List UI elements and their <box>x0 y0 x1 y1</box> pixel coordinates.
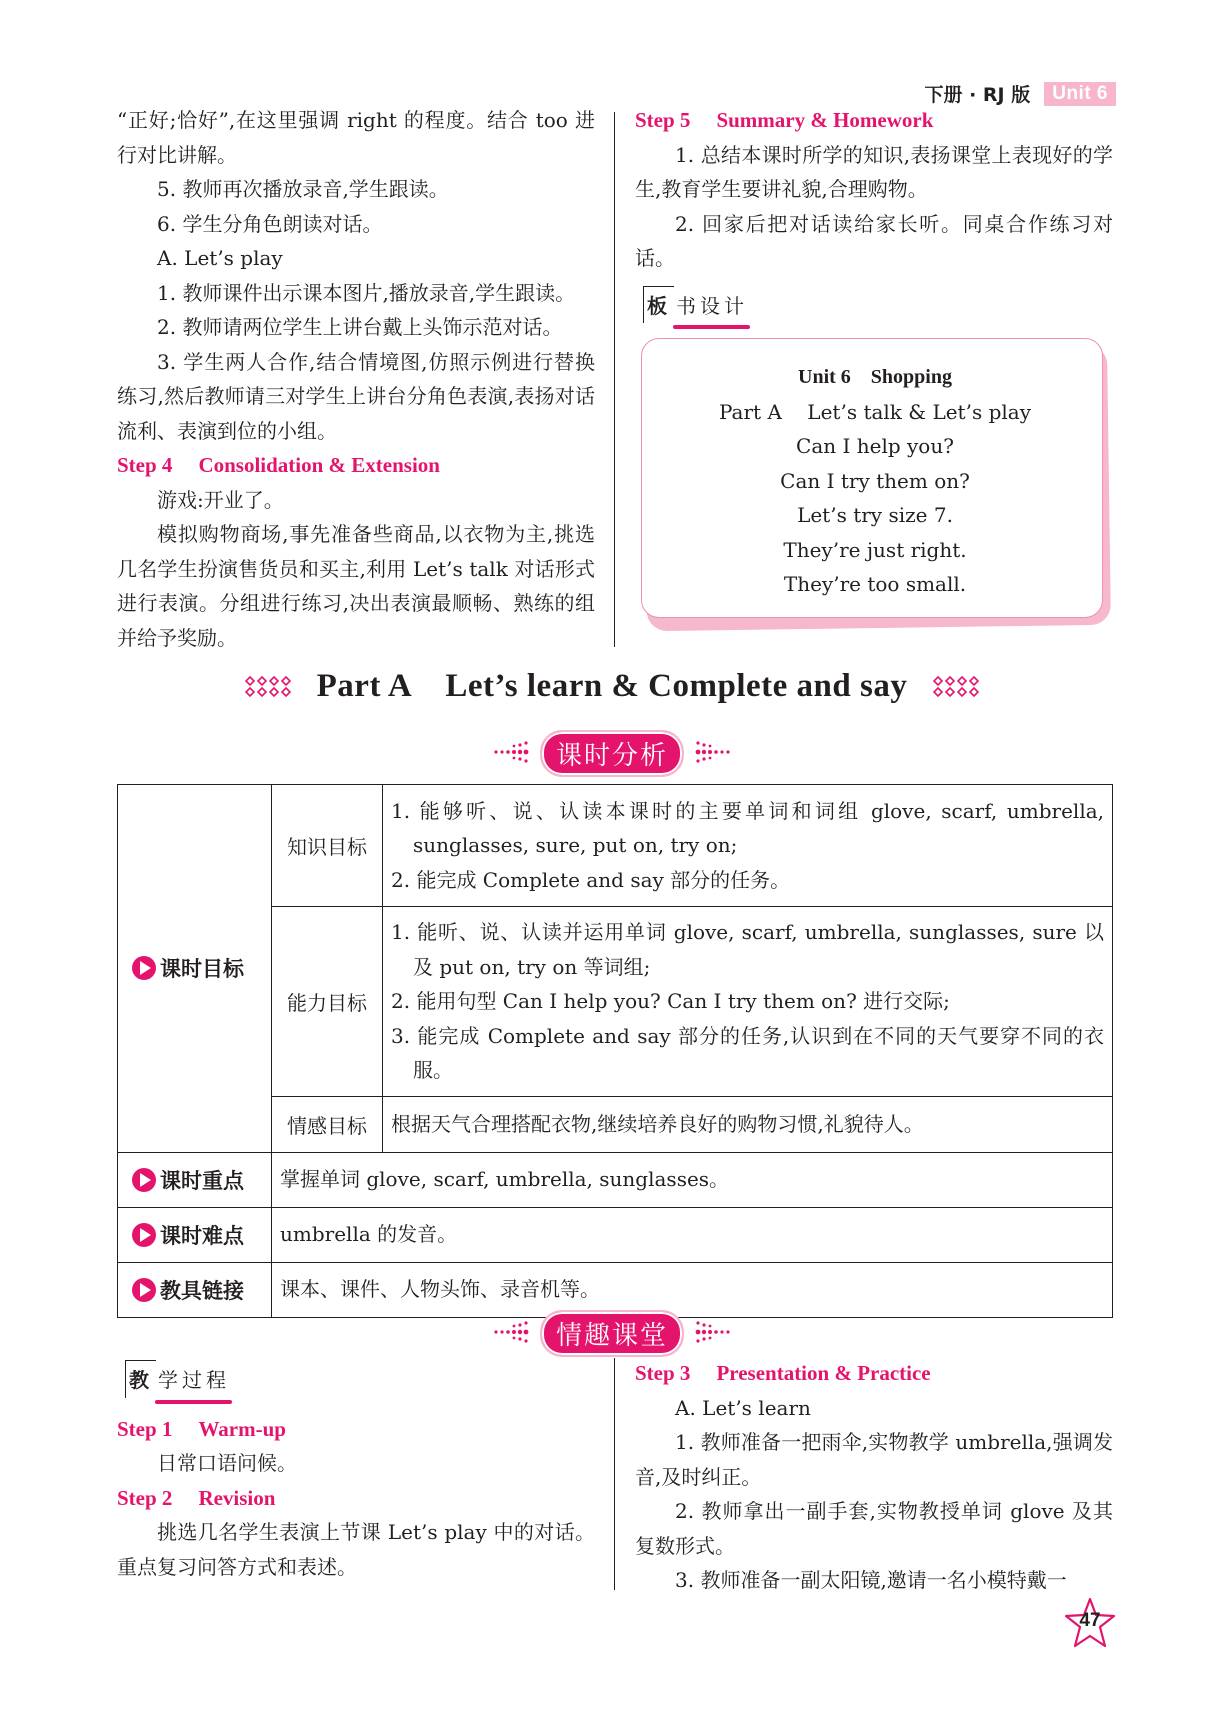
lesson-analysis-banner <box>0 730 1224 777</box>
objective-item: 1. 能听、说、认读并运用单词 glove, scarf, umbrella, sunglasses, sure 以及 put on, try on 等词组; <box>391 920 1104 979</box>
objective-item: 2. 能完成 Complete and say 部分的任务。 <box>391 867 791 892</box>
paragraph: 5. 教师再次播放录音,学生跟读。 <box>157 177 449 201</box>
bottom-right-column <box>635 1356 1113 1598</box>
edition-label: 下册 · RJ 版 <box>924 84 1031 106</box>
knowledge-content <box>383 785 1113 907</box>
paragraph: A. Let’s learn <box>675 1395 811 1420</box>
fun-classroom-pill: 情趣课堂 <box>540 1310 684 1357</box>
diamond-ornament-icon <box>933 670 979 707</box>
step-number: Step 2 <box>117 1485 173 1510</box>
paragraph: 1. 总结本课时所学的知识,表扬课堂上表现好的学生,教育学生要讲礼貌,合理购物。 <box>635 142 1113 201</box>
tag-rest: 书设计 <box>676 293 748 318</box>
paragraph: 游戏:开业了。 <box>157 487 284 512</box>
dot-burst-icon <box>492 1317 530 1351</box>
column-divider <box>614 112 615 647</box>
dot-burst-icon <box>694 1317 732 1351</box>
paragraph: 3. 教师准备一副太阳镜,邀请一名小模特戴一 <box>675 1568 1067 1592</box>
ability-content <box>383 907 1113 1097</box>
page-number-badge <box>1062 1596 1118 1652</box>
step-title: Presentation & Practice <box>716 1361 931 1385</box>
column-divider <box>614 1358 615 1590</box>
unit-tag: Unit 6 <box>1044 82 1116 106</box>
step-title: Consolidation & Extension <box>198 453 440 477</box>
board-line: Let’s try size 7. <box>797 503 953 527</box>
paragraph: 3. 学生两人合作,结合情境图,仿照示例进行替换练习,然后教师请三对学生上讲台分角色表演,表扬对话流利、表演到位的小组。 <box>117 349 595 443</box>
step-number: Step 3 <box>635 1361 691 1385</box>
paragraph: 2. 教师请两位学生上讲台戴上头饰示范对话。 <box>157 315 563 339</box>
board-line: Part A Let’s talk & Let’s play <box>719 399 1031 424</box>
lesson-objectives-table <box>117 784 1113 1318</box>
teaching-process-tag <box>125 1360 232 1398</box>
paragraph: A. Let’s play <box>157 246 283 270</box>
fun-classroom-banner <box>0 1310 1224 1357</box>
page-number: 47 <box>1079 1610 1101 1631</box>
dot-burst-icon <box>694 737 732 771</box>
board-title: Unit 6 Shopping <box>798 366 952 388</box>
step-number: Step 4 <box>117 453 173 477</box>
step-2-heading <box>117 1481 595 1516</box>
play-arrow-icon <box>132 956 156 980</box>
step-title: Revision <box>198 1485 276 1510</box>
top-right-column <box>635 103 1113 323</box>
key-point-category: 课时重点 <box>118 1152 272 1207</box>
paragraph: 1. 教师准备一把雨伞,实物教学 umbrella,强调发音,及时纠正。 <box>635 1430 1113 1489</box>
objective-item: 1. 能够听、说、认读本课时的主要单词和词组 glove, scarf, umbrella, sunglasses, sure, put on, try on; <box>391 798 1104 858</box>
play-arrow-icon <box>132 1168 156 1192</box>
diamond-ornament-icon <box>245 670 291 707</box>
paragraph: 2. 教师拿出一副手套,实物教授单词 glove 及其复数形式。 <box>635 1499 1113 1558</box>
step-4-heading <box>117 448 595 483</box>
blackboard-design-box <box>641 338 1109 628</box>
paragraph: 6. 学生分角色朗读对话。 <box>157 211 383 236</box>
emotion-label: 情感目标 <box>272 1096 383 1152</box>
board-line: They’re too small. <box>783 572 967 596</box>
knowledge-label: 知识目标 <box>272 785 383 907</box>
paragraph: 模拟购物商场,事先准备些商品,以衣物为主,挑选几名学生扮演售货员和买主,利用 Let’s talk 对话形式进行表演。分组进行练习,决出表演最顺畅、熟练的组并给予奖励。 <box>117 522 595 650</box>
paragraph: 挑选几名学生表演上节课 Let’s play 中的对话。重点复习问答方式和表述。 <box>117 1520 595 1579</box>
top-left-column <box>117 103 595 655</box>
tag-rest: 学过程 <box>158 1368 230 1392</box>
bottom-left-column <box>117 1360 595 1584</box>
part-heading <box>0 668 1224 707</box>
board-line: Can I try them on? <box>780 468 970 493</box>
part-heading-text: Part A Let’s learn & Complete and say <box>316 668 908 704</box>
objective-item: 3. 能完成 Complete and say 部分的任务,认识到在不同的天气要穿不同的衣服。 <box>391 1023 1104 1082</box>
lesson-analysis-pill: 课时分析 <box>540 730 684 777</box>
play-arrow-icon <box>132 1223 156 1247</box>
play-arrow-icon <box>132 1278 156 1302</box>
step-number: Step 1 <box>117 1416 173 1441</box>
dot-burst-icon <box>492 737 530 771</box>
board-line: They’re just right. <box>783 537 967 562</box>
step-5-heading <box>635 103 1113 138</box>
step-title: Warm-up <box>198 1416 286 1441</box>
step-number: Step 5 <box>635 108 691 132</box>
step-3-heading <box>635 1356 1113 1391</box>
board-line: Can I help you? <box>796 434 954 458</box>
ability-label: 能力目标 <box>272 907 383 1097</box>
difficult-point-content: umbrella 的发音。 <box>272 1207 1113 1262</box>
tag-first-char: 教 <box>125 1360 156 1398</box>
step-1-heading <box>117 1412 595 1447</box>
board-design-tag <box>643 286 750 324</box>
tag-first-char: 板 <box>643 286 674 324</box>
paragraph: 日常口语问候。 <box>157 1451 297 1475</box>
goal-category: 课时目标 <box>118 785 272 1153</box>
teaching-tools-content: 课本、课件、人物头饰、录音机等。 <box>272 1262 1113 1317</box>
difficult-point-category: 课时难点 <box>118 1207 272 1262</box>
emotion-content: 根据天气合理搭配衣物,继续培养良好的购物习惯,礼貌待人。 <box>383 1096 1113 1152</box>
paragraph: “正好;恰好”,在这里强调 right 的程度。结合 too 进行对比讲解。 <box>117 108 595 167</box>
step-title: Summary & Homework <box>716 108 934 132</box>
key-point-content: 掌握单词 glove, scarf, umbrella, sunglasses。 <box>272 1152 1113 1207</box>
objective-item: 2. 能用句型 Can I help you? Can I try them on? 进行交际; <box>391 989 950 1013</box>
paragraph: 2. 回家后把对话读给家长听。同桌合作练习对话。 <box>635 211 1113 270</box>
paragraph: 1. 教师课件出示课本图片,播放录音,学生跟读。 <box>157 280 576 305</box>
teaching-tools-category: 教具链接 <box>118 1262 272 1317</box>
